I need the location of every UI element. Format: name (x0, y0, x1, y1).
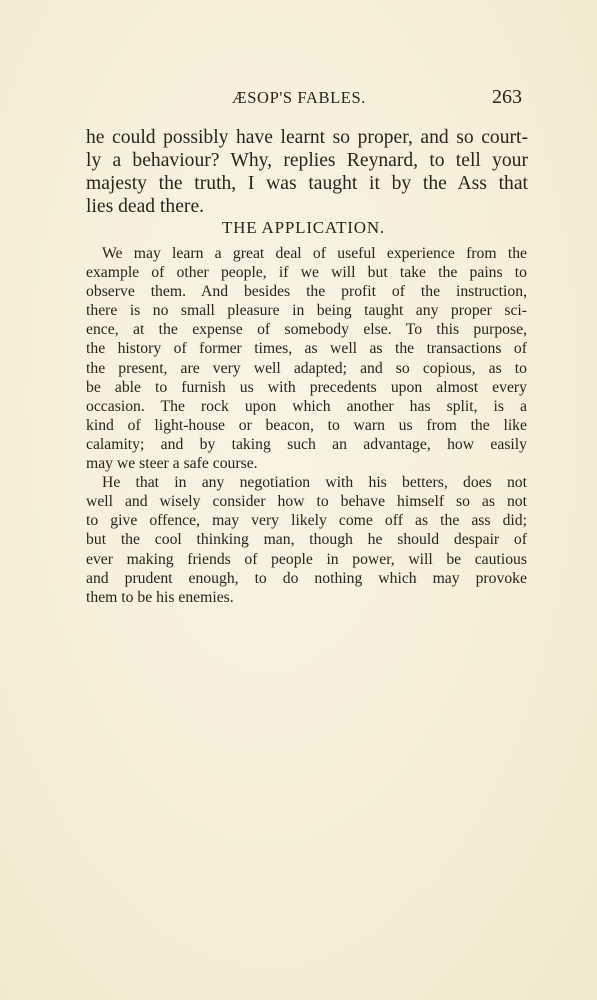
text-line: ly a behaviour? Why, replies Reynard, to tell your (86, 150, 528, 171)
text-line: and prudent enough, to do nothing which may provoke (86, 569, 527, 587)
paragraph (86, 244, 527, 473)
text-line: the history of former times, as well as the transactions of (86, 340, 527, 358)
text-line: the present, are very well adapted; and so copious, as to (86, 359, 527, 377)
text-line: example of other people, if we will but take the pains to (86, 264, 527, 282)
text-line: there is no small pleasure in being taught any proper sci- (86, 302, 527, 320)
section-heading: THE APPLICATION. (222, 218, 385, 237)
text-line: kind of light-house or beacon, to warn us from the like (86, 416, 527, 434)
application-text (86, 244, 527, 607)
running-title: ÆSOP'S FABLES. (232, 88, 366, 107)
text-line: he could possibly have learnt so proper, and so court- (86, 127, 528, 148)
page-number: 263 (492, 86, 522, 108)
text-line: We may learn a great deal of useful experience from the (102, 245, 527, 262)
text-line: but the cool thinking man, though he should despair of (86, 531, 527, 549)
text-line: ever making friends of people in power, will be cautious (86, 550, 527, 568)
text-line: occasion. The rock upon which another has split, is a (86, 397, 527, 415)
text-line: calamity; and by taking such an advantage, how easily (86, 435, 527, 453)
text-line: majesty the truth, I was taught it by the Ass that (86, 173, 528, 194)
text-line: them to be his enemies. (86, 588, 234, 606)
text-line: lies dead there. (86, 196, 205, 217)
paragraph (86, 473, 527, 607)
text-line: observe them. And besides the profit of the instruction, (86, 283, 527, 301)
opening-paragraph (86, 126, 528, 218)
text-line: well and wisely consider how to behave himself so as not (86, 493, 527, 511)
text-line: may we steer a safe course. (86, 455, 258, 473)
text-line: He that in any negotiation with his betters, does not (102, 474, 527, 492)
text-line: ence, at the expense of somebody else. To this purpose, (86, 321, 527, 339)
text-line: be able to furnish us with precedents upon almost every (86, 378, 527, 396)
text-line: to give offence, may very likely come off as the ass did; (86, 512, 527, 530)
